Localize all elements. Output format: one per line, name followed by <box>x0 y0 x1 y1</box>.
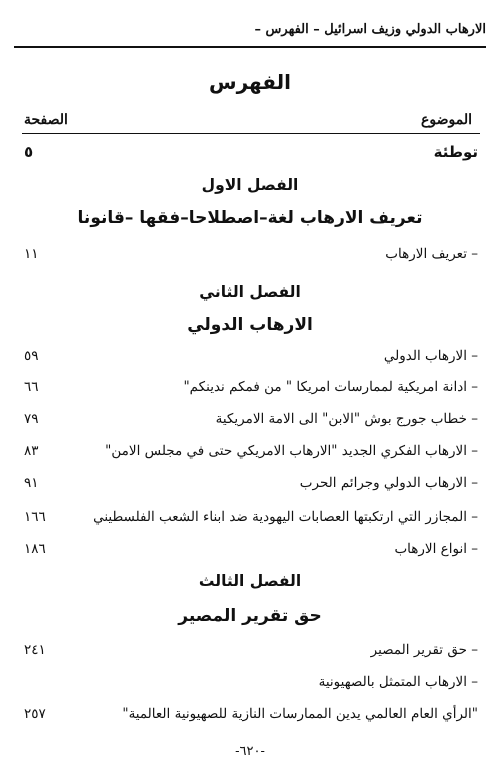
column-header-rule <box>22 133 480 134</box>
toc-entry-page: ٦٦ <box>24 379 39 395</box>
chapter-topic: حق تقرير المصير <box>178 606 322 626</box>
toc-entry-page: ٥ <box>24 143 34 161</box>
toc-entry-title: – الارهاب المتمثل بالصهيونية <box>318 674 478 690</box>
page-number: -٦٢٠- <box>235 744 265 759</box>
toc-entry <box>22 244 478 264</box>
chapter-topic: الارهاب الدولي <box>187 315 313 335</box>
toc-entry-page: ٢٤١ <box>24 642 46 658</box>
toc-entry <box>22 441 478 461</box>
toc-entry <box>22 473 478 493</box>
toc-entry-page: ٨٣ <box>24 443 39 459</box>
chapter-topic: تعريف الارهاب لغة–اصطلاحا–فقها –قانونا <box>77 208 423 228</box>
toc-entry-title: – انواع الارهاب <box>394 541 478 557</box>
toc-entry-title: – الارهاب الدولي وجرائم الحرب <box>299 475 478 491</box>
toc-entry-page: ٥٩ <box>24 348 39 364</box>
toc-entry <box>22 142 478 162</box>
toc-entry-title: – تعريف الارهاب <box>385 246 478 262</box>
running-head: الارهاب الدولي وزيف اسرائيل – الفهرس – <box>254 22 486 37</box>
toc-entry <box>22 539 478 559</box>
toc-entry-title: – الارهاب الدولي <box>383 348 478 364</box>
toc-entry <box>22 409 478 429</box>
header-rule <box>14 46 486 48</box>
toc-entry-title: توطئة <box>433 143 478 161</box>
toc-entry <box>22 672 478 692</box>
toc-entry <box>22 346 478 366</box>
chapter-heading: الفصل الاول <box>201 176 299 194</box>
toc-entry-title: – الارهاب الفكري الجديد "الارهاب الامريكي حتى في مجلس الامن" <box>105 443 478 459</box>
toc-entry-page: ١١ <box>24 246 39 262</box>
toc-entry-page: ٧٩ <box>24 411 39 427</box>
toc-entry-title: – حق تقرير المصير <box>370 642 478 658</box>
toc-entry-page: ١٨٦ <box>24 541 46 557</box>
toc-entry-page: ١٦٦ <box>24 509 46 525</box>
toc-entry <box>22 704 478 724</box>
toc-entry-title: "الرأي العام العالمي يدين الممارسات النازية للصهيونية العالمية" <box>122 706 478 722</box>
toc-entry-title: – المجازر التي ارتكبتها العصابات اليهودية ضد ابناء الشعب الفلسطيني <box>93 509 478 525</box>
toc-entry <box>22 507 478 527</box>
toc-entry-page: ٩١ <box>24 475 39 491</box>
toc-entry <box>22 377 478 397</box>
column-header-page: الصفحة <box>24 112 68 128</box>
page-title: الفهرس <box>208 70 291 94</box>
chapter-heading: الفصل الثاني <box>199 283 301 301</box>
toc-entry-title: – ادانة امريكية لممارسات امريكا " من فمكم ندينكم" <box>183 379 478 395</box>
toc-entry <box>22 640 478 660</box>
toc-entry-page: ٢٥٧ <box>24 706 46 722</box>
column-header-subject: الموضوع <box>421 112 472 128</box>
chapter-heading: الفصل الثالث <box>198 572 302 590</box>
toc-entry-title: – خطاب جورج بوش "الابن" الى الامة الامريكية <box>215 411 478 427</box>
